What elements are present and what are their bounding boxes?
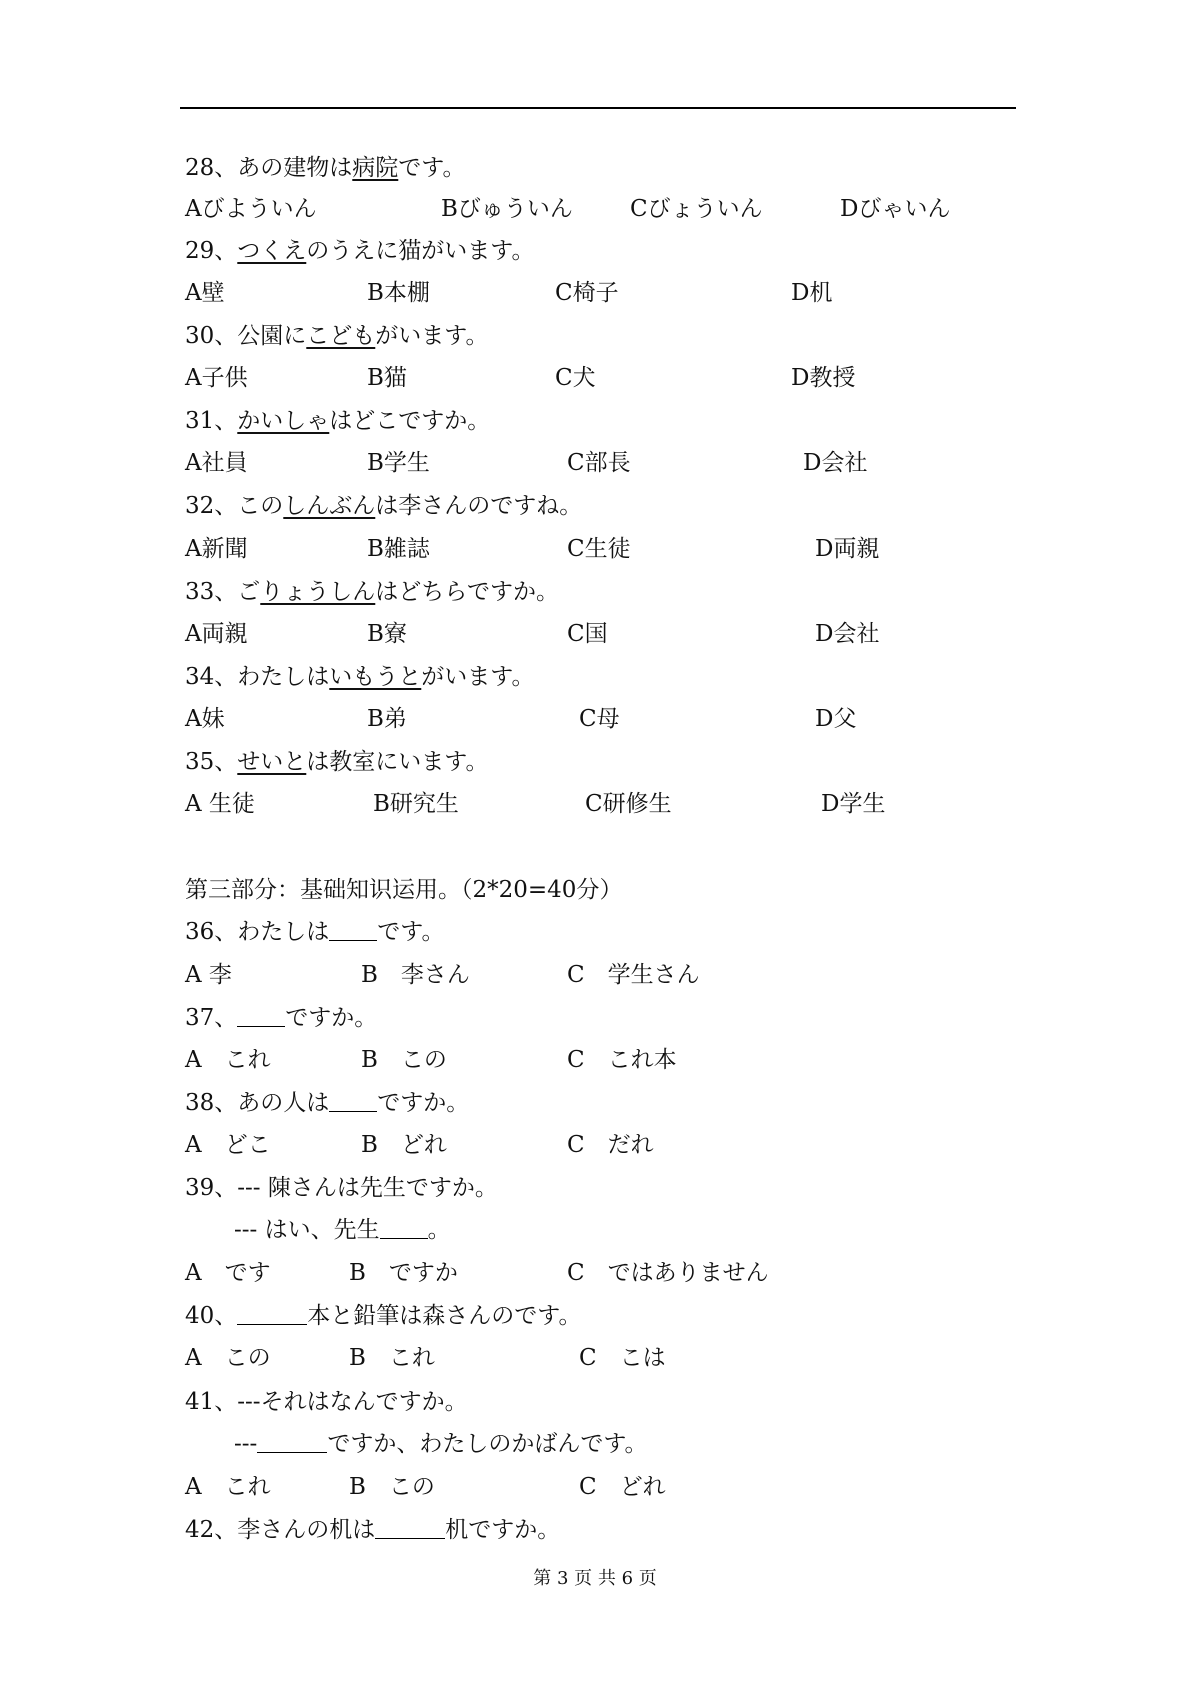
option-b: B どれ [361,1132,447,1158]
option-d: D会社 [815,621,880,647]
question-37: 37、 ですか。 [185,1005,378,1031]
question-36: 36、わたしは です。 [185,919,445,945]
question-32: 32、このしんぶんは李さんのですね。 [185,493,583,519]
option-a: Aびよういん [185,196,317,222]
option-a: A これ [185,1047,271,1073]
option-d: D教授 [791,365,856,391]
option-a: A壁 [185,280,225,306]
option-a: A これ [185,1474,271,1500]
option-d: D学生 [821,791,886,817]
question-38: 38、あの人は ですか。 [185,1090,470,1116]
question-41-reply: --- ですか、わたしのかばんです。 [234,1431,648,1457]
page-footer: 第 3 页 共 6 页 [533,1568,657,1589]
option-c: C 学生さん [567,962,700,988]
underlined-word: こども [306,323,376,349]
question-30: 30、公園にこどもがいます。 [185,323,489,349]
question-39-reply: --- はい、先生 。 [234,1217,451,1243]
option-c: C国 [567,621,608,647]
option-d: D机 [791,280,833,306]
option-a: A妹 [185,706,225,732]
option-c: C こは [579,1345,666,1371]
question-35: 35、せいとは教室にいます。 [185,749,489,775]
option-b: B本棚 [367,280,430,306]
answer-blank [380,1216,428,1239]
option-c: C椅子 [555,280,619,306]
option-b: B寮 [367,621,407,647]
option-b: B 李さん [361,962,470,988]
option-c: C母 [579,706,620,732]
answer-blank [329,1089,377,1112]
option-c: C犬 [555,365,596,391]
option-b: B ですか [349,1260,458,1286]
option-b: B これ [349,1345,435,1371]
option-d: D会社 [803,450,868,476]
underlined-word: つくえ [237,238,307,264]
option-a: A 李 [185,962,232,988]
option-c: C どれ [579,1474,666,1500]
question-28: 28、あの建物は病院です。 [185,155,466,181]
answer-blank [237,1004,285,1027]
option-c: C だれ [567,1132,654,1158]
answer-blank [237,1302,307,1325]
option-b: B学生 [367,450,430,476]
option-d: Dびゃいん [840,196,951,222]
option-c: C ではありません [567,1260,769,1286]
section-heading: 第三部分：基础知识运用。（2*20=40分） [185,877,623,903]
question-29: 29、つくえのうえに猫がいます。 [185,238,535,264]
option-a: A です [185,1260,271,1286]
underlined-word: せいと [237,749,307,775]
question-33: 33、ごりょうしんはどちらですか。 [185,579,560,605]
underlined-word: いもうと [329,664,422,690]
option-c: C これ本 [567,1047,677,1073]
underlined-word: しんぶん [283,493,376,519]
underlined-word: りょうしん [260,579,376,605]
option-b: B猫 [367,365,407,391]
header-rule [180,107,1016,109]
option-c: C部長 [567,450,631,476]
question-31: 31、かいしゃはどこですか。 [185,408,491,434]
option-c: Cびょういん [630,196,763,222]
option-a: A この [185,1345,271,1371]
option-c: C研修生 [585,791,672,817]
option-d: D父 [815,706,857,732]
option-b: B この [349,1474,435,1500]
question-40: 40、 本と鉛筆は森さんのです。 [185,1303,582,1329]
option-b: B雑誌 [367,536,430,562]
option-d: D両親 [815,536,880,562]
option-a: A子供 [185,365,248,391]
option-a: A 生徒 [185,791,255,817]
option-b: B研究生 [373,791,459,817]
question-34: 34、わたしはいもうとがいます。 [185,664,535,690]
answer-blank [257,1430,327,1453]
option-a: A両親 [185,621,248,647]
option-a: A どこ [185,1132,271,1158]
option-b: Bびゅういん [441,196,573,222]
option-a: A社員 [185,450,248,476]
question-42: 42、李さんの机は 机ですか。 [185,1517,561,1543]
option-b: B この [361,1047,447,1073]
answer-blank [329,918,377,941]
option-c: C生徒 [567,536,631,562]
answer-blank [375,1516,445,1539]
option-b: B弟 [367,706,407,732]
underlined-word: 病院 [352,155,399,181]
underlined-word: かいしゃ [237,408,330,434]
question-41: 41、---それはなんですか。 [185,1389,468,1415]
option-a: A新聞 [185,536,248,562]
question-39: 39、--- 陳さんは先生ですか。 [185,1175,498,1201]
